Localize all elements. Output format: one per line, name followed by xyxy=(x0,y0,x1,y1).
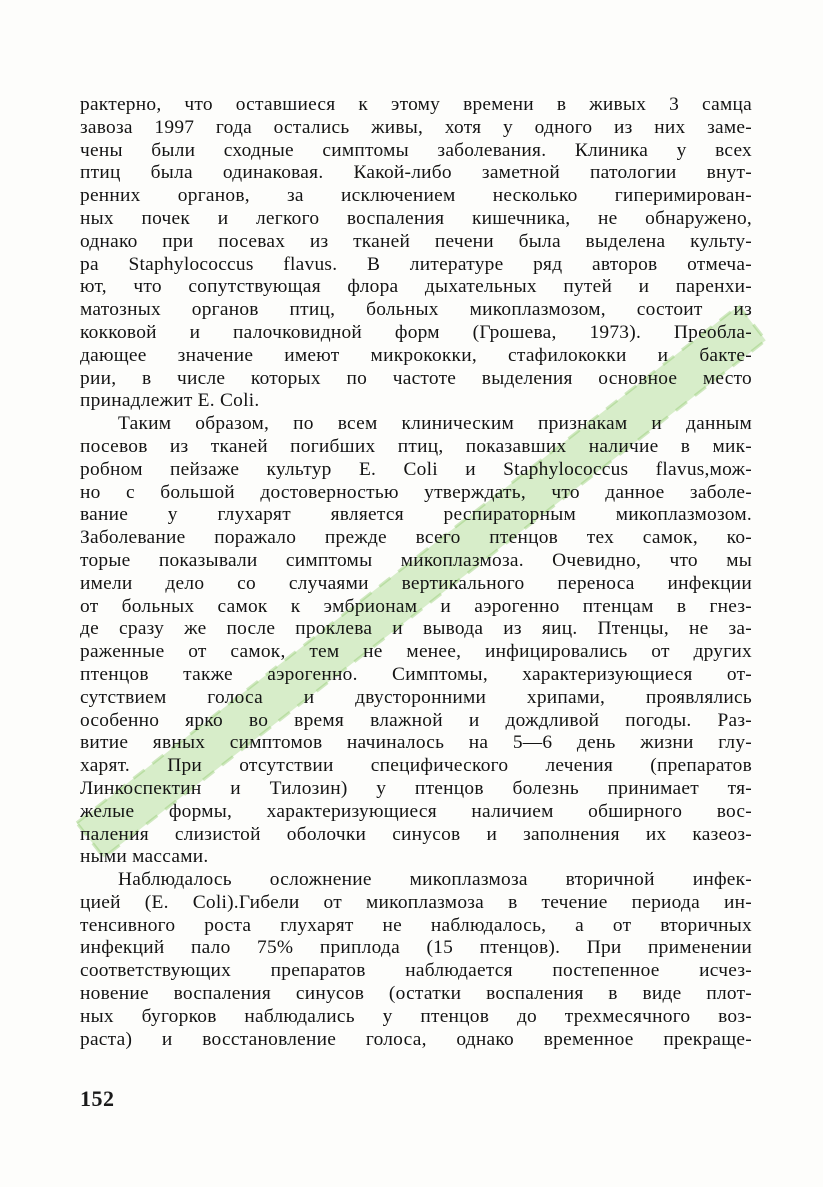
text-line: цией (E. Coli).Гибели от микоплазмоза в течение периода ин- xyxy=(80,891,752,913)
text-line: кокковой и палочковидной форм (Грошева, 1973). Преобла- xyxy=(80,321,752,343)
text-line: дающее значение имеют микрококки, стафилококки и бакте- xyxy=(80,344,752,366)
text-line: имели дело со случаями вертикального переноса инфекции xyxy=(80,572,752,594)
text-line: раста) и восстановление голоса, однако временное прекраще- xyxy=(80,1028,752,1050)
text-line: посевов из тканей погибших птиц, показавших наличие в мик- xyxy=(80,435,752,457)
text-line: ренних органов, за исключением несколько гиперимирован- xyxy=(80,185,752,207)
text-line: птиц была одинаковая. Какой-либо заметной патологии внут- xyxy=(80,162,752,184)
text-line: сутствием голоса и двусторонними хрипами, проявлялись xyxy=(80,686,752,708)
text-line: робном пейзаже культур E. Coli и Staphylococcus flavus,мож- xyxy=(80,458,752,480)
text-line: Наблюдалось осложнение микоплазмоза вторичной инфек- xyxy=(118,869,752,891)
text-line: желые формы, характеризующиеся наличием обширного вос- xyxy=(80,800,752,822)
text-line: торые показывали симптомы микоплазмоза. Очевидно, что мы xyxy=(80,549,752,571)
text-line: новение воспаления синусов (остатки воспаления в виде плот- xyxy=(80,983,752,1005)
page-number: 152 xyxy=(80,1086,115,1111)
text-line: от больных самок к эмбрионам и аэрогенно птенцам в гнез- xyxy=(80,595,752,617)
text-line: ют, что сопутствующая флора дыхательных путей и паренхи- xyxy=(80,276,752,298)
text-line: Таким образом, по всем клиническим признакам и данным xyxy=(118,413,752,435)
text-line: ра Staphylococcus flavus. В литературе ряд авторов отмеча- xyxy=(80,253,752,275)
text-line: паления слизистой оболочки синусов и заполнения их казеоз- xyxy=(80,823,752,845)
text-line: ных бугорков наблюдались у птенцов до трехмесячного воз- xyxy=(80,1005,752,1027)
text-line: вание у глухарят является респираторным микоплазмозом. xyxy=(80,504,752,526)
text-line: витие явных симптомов начиналось на 5—6 день жизни глу- xyxy=(80,732,752,754)
text-line: рии, в числе которых по частоте выделения основное место xyxy=(80,367,752,389)
text-line: птенцов также аэрогенно. Симптомы, характеризующиеся от- xyxy=(80,663,752,685)
text-line: но с большой достоверностью утверждать, что данное заболе- xyxy=(80,481,752,503)
text-line: Заболевание поражало прежде всего птенцов тех самок, ко- xyxy=(80,527,752,549)
text-line: ных почек и легкого воспаления кишечника, не обнаружено, xyxy=(80,207,752,229)
text-line: завоза 1997 года остались живы, хотя у одного из них заме- xyxy=(80,116,752,138)
text-line: особенно ярко во время влажной и дождливой погоды. Раз- xyxy=(80,709,752,731)
text-line: де сразу же после проклева и вывода из яиц. Птенцы, не за- xyxy=(80,618,752,640)
text-line: ными массами. xyxy=(80,846,209,868)
text-line: Линкоспектин и Тилозин) у птенцов болезнь принимает тя- xyxy=(80,777,752,799)
text-line: рактерно, что оставшиеся к этому времени в живых 3 самца xyxy=(80,94,752,115)
text-line: тенсивного роста глухарят не наблюдалось, а от вторичных xyxy=(80,914,752,936)
text-line: однако при посевах из тканей печени была выделена культу- xyxy=(80,230,752,252)
body-text xyxy=(80,94,752,1051)
text-line: раженные от самок, тем не менее, инфицировались от других xyxy=(80,641,752,663)
text-line: харят. При отсутствии специфического лечения (препаратов xyxy=(80,755,752,777)
text-line: чены были сходные симптомы заболевания. Клиника у всех xyxy=(80,139,752,161)
text-line: матозных органов птиц, больных микоплазмозом, состоит из xyxy=(80,299,752,321)
text-line: инфекций пало 75% приплода (15 птенцов). При применении xyxy=(80,937,752,959)
text-line: принадлежит E. Coli. xyxy=(80,390,260,412)
text-line: соответствующих препаратов наблюдается постепенное исчез- xyxy=(80,960,752,982)
